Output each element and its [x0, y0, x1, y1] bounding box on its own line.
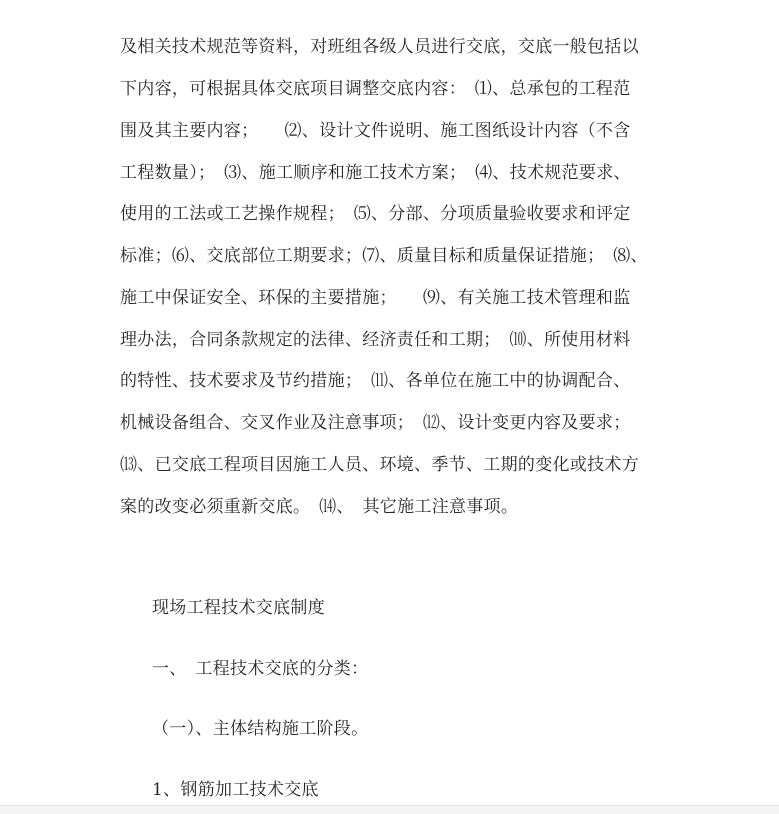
heading-level-1: 一、 工程技术交底的分类：	[152, 659, 369, 679]
paragraph-line: 的特性、技术要求及节约措施； ⑾、各单位在施工中的协调配合、	[120, 371, 631, 391]
page-bottom-edge	[0, 805, 779, 814]
section-title: 现场工程技术交底制度	[152, 598, 325, 618]
paragraph-line: 标准；⑹、交底部位工期要求；⑺、质量目标和质量保证措施； ⑻、	[120, 246, 648, 266]
paragraph-line: 围及其主要内容； ⑵、设计文件说明、施工图纸设计内容（不含	[120, 121, 631, 141]
paragraph-line: 机械设备组合、交叉作业及注意事项； ⑿、设计变更内容及要求；	[120, 413, 631, 433]
paragraph-line: 理办法，合同条款规定的法律、经济责任和工期； ⑽、所使用材料	[120, 330, 631, 350]
heading-level-2: （一）、主体结构施工阶段。	[152, 719, 369, 739]
paragraph-line: 下内容，可根据具体交底项目调整交底内容： ⑴、总承包的工程范	[120, 79, 631, 99]
paragraph-line: 使用的工法或工艺操作规程； ⑸、分部、分项质量验收要求和评定	[120, 204, 631, 224]
paragraph-line: 工程数量）； ⑶、施工顺序和施工技术方案； ⑷、技术规范要求、	[120, 163, 631, 183]
paragraph-line: ⒀、已交底工程项目因施工人员、环境、季节、工期的变化或技术方	[120, 455, 639, 475]
paragraph-line: 施工中保证安全、环保的主要措施； ⑼、有关施工技术管理和监	[120, 288, 631, 308]
paragraph-line: 及相关技术规范等资料，对班组各级人员进行交底，交底一般包括以	[120, 37, 639, 57]
heading-level-3: 1、钢筋加工技术交底	[152, 780, 319, 800]
paragraph-line: 案的改变必须重新交底。 ⒁、 其它施工注意事项。	[120, 497, 519, 517]
